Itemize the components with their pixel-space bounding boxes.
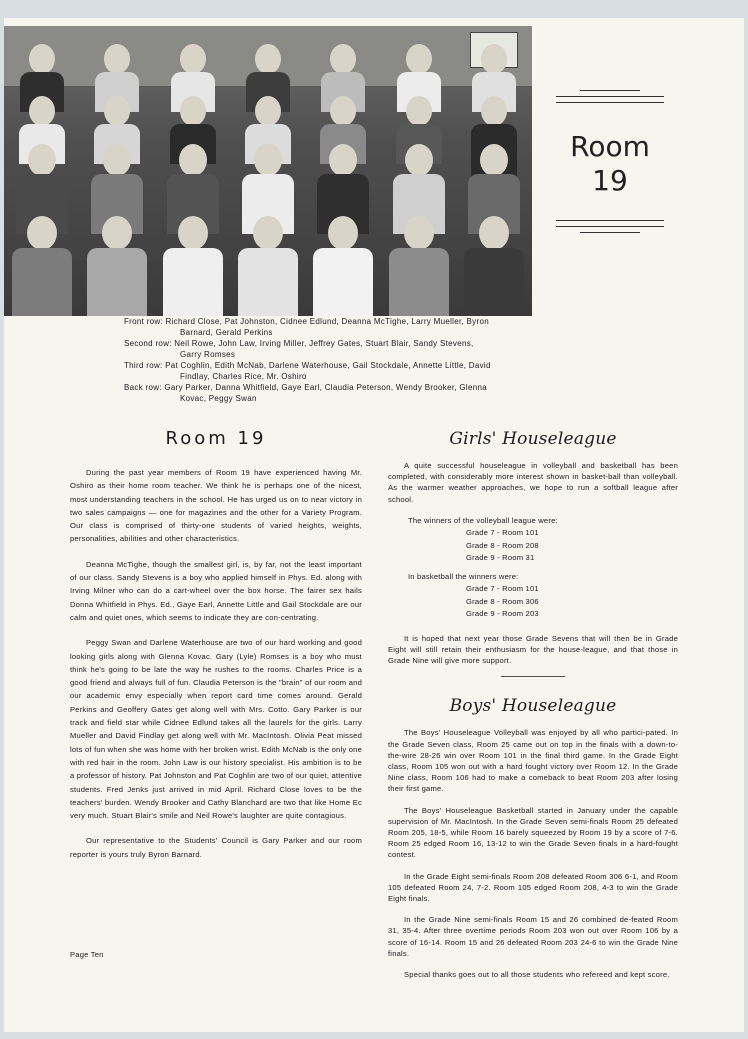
yearbook-page	[4, 18, 744, 1032]
room-title-line1: Room	[570, 130, 650, 163]
room-article-paragraph: During the past year members of Room 19 have experienced having Mr. Oshiro as their home room teacher. We think he is perhaps one of the nicest, most understanding teachers in the school. He has urged us on to near victory in two sales campaigns — one for magazines and the other for a Variety Program. Our class is comprised of thirty-one students of varied heights, weights, personalities, abilities and other characteristics.	[70, 468, 362, 544]
caption-line: Kovac, Peggy Swan	[180, 394, 257, 403]
section-divider	[501, 676, 565, 677]
boys-paragraph: The Boys' Houseleague Basketball started in January under the capable supervision of Mr. MacIntosh. In the Grade Seven semi-finals Room 25 defeated Room 205, 18-5, while Room 16 barely squeezed by Room 19 by a score of 7-6. Room 25 edged Room 16, 13-12 to win the Grade Seven finals in a hard-fought contest.	[388, 805, 678, 860]
title-rule	[556, 226, 664, 227]
room-title-box	[552, 90, 668, 240]
class-photo	[4, 26, 532, 316]
volleyball-winners	[388, 515, 678, 565]
houseleague-column	[388, 428, 678, 990]
caption-line: Third row: Pat Coghlin, Edith McNab, Darlene Waterhouse, Gail Stockdale, Annette Little, David	[124, 361, 491, 370]
title-rule	[580, 232, 640, 233]
winner-item: Grade 9 - Room 31	[466, 553, 535, 563]
boys-heading: Boys' Houseleague	[449, 696, 617, 717]
room-title	[552, 130, 668, 198]
caption-line: Garry Romses	[180, 350, 236, 359]
photo-caption	[124, 316, 544, 404]
caption-line: Findlay, Charles Rice, Mr. Oshiro	[180, 372, 307, 381]
title-rule	[556, 102, 664, 103]
page-number: Page Ten	[70, 950, 104, 959]
caption-line: Second row: Neil Rowe, John Law, Irving Miller, Jeffrey Gates, Stuart Blair, Sandy Stevens,	[124, 339, 474, 348]
basketball-winners	[388, 571, 678, 621]
girls-intro: A quite successful houseleague in volleyball and basketball has been completed, with considerably more interest shown in basket-ball than volleyball. As the warmer weather approaches, we hope to run a softball league after school.	[388, 461, 678, 504]
room-title-line2: 19	[592, 164, 628, 197]
volleyball-intro: The winners of the volleyball league were:	[408, 515, 558, 525]
basketball-intro: In basketball the winners were:	[408, 571, 519, 581]
photo-front-row	[4, 216, 532, 316]
boys-paragraph: In the Grade Eight semi-finals Room 208 defeated Room 306 6-1, and Room 105 defeated Room 24, 7-2. Room 105 edged Room 208, 4-3 to win the Grade Eight finals.	[388, 871, 678, 904]
room-article-paragraph: Peggy Swan and Darlene Waterhouse are two of our hard working and good looking girls along with Glenna Kovac. Gary (Lyle) Romses is a boy who must think he's going to be late the way he rushes to the rooms. Charles Price is a good friend and always full of fun. Claudia Peterson is the "brain" of our room and our academic envy especially when report card time comes around. Gerald Perkins and Geoffery Gates get along well with Mrs. Cotto. Gary Parker is our track and field star while Cidnee Edlund takes all the laurels for the girls. Larry Mueller and David Findlay get along well with Mr. MacIntosh. Olivia Peat missed lots of fun when she was home with her broken wrist. Edith McNab is the only one with red hair in the room. John Law is our history specialist. His ambition is to be a professor of history. Pat Johnston and Pat Coghlin are two of our quiet, attentive students. Fred Jenks just arrived in mid April. Richard Close loves to be the teachers' burden. Wendy Brooker and Cathy Blanchard are two that like Home Ec very much. Stuart Blair's smile and Neil Rowe's laughter are quite contagious.	[70, 638, 362, 821]
title-rule	[580, 90, 640, 91]
room-article-heading: Room 19	[165, 428, 267, 449]
girls-heading: Girls' Houseleague	[449, 429, 617, 449]
caption-line: Back row: Gary Parker, Danna Whitfield, Gaye Earl, Claudia Peterson, Wendy Brooker, Glenna	[124, 383, 488, 392]
title-rule	[556, 96, 664, 97]
caption-line: Barnard, Gerald Perkins	[180, 328, 273, 337]
winner-item: Grade 9 - Room 203	[466, 609, 539, 619]
room-article-paragraph: Our representative to the Students' Council is Gary Parker and our room reporter is yours truly Byron Barnard.	[70, 836, 362, 859]
girls-closing: It is hoped that next year those Grade Sevens that will then be in Grade Eight will still retain their enthusiasm for the house-league, and that those in Grade Nine will give more support.	[388, 633, 678, 666]
boys-paragraph: Special thanks goes out to all those students who refereed and kept score.	[404, 970, 670, 980]
boys-paragraph: The Boys' Houseleague Volleyball was enjoyed by all who partici-pated. In the Grade Seven class, Room 25 came out on top in the finals with a down-to-the-wire 28-26 win over Room 101 in the final third game. In the Grade Eight class, Room 105 won out with a hard fought victory over Room 12. In the Grade Nine class, Room 106 had to make a comeback to beat Room 203 after losing their first game.	[388, 728, 678, 794]
winner-item: Grade 7 - Room 101	[466, 584, 539, 594]
winner-item: Grade 7 - Room 101	[466, 528, 539, 538]
room-article	[70, 428, 362, 873]
winner-item: Grade 8 - Room 306	[466, 596, 539, 606]
room-article-paragraph: Deanna McTighe, though the smallest girl, is, by far, not the least important of our class. Sandy Stevens is a boy who applied himself in Phys. Ed. along with Irving Milner who can do a cart-wheel over the box horse. The fairer sex hails Donna Whitfield in Phys. Ed., Gaye Earl, Annette Little and Gail Stockdale are our calm and quiet ones, which seems to indicate they are con-centrating.	[70, 559, 362, 622]
title-rule	[556, 220, 664, 221]
caption-line: Front row: Richard Close, Pat Johnston, Cidnee Edlund, Deanna McTighe, Larry Mueller, Byron	[124, 317, 489, 326]
boys-paragraph: In the Grade Nine semi-finals Room 15 and 26 combined de-feated Room 31, 35-4. After three overtime periods Room 203 won out over Room 106 by a score of 16-14. Room 15 and 26 defeated Room 203 24-6 to win the Grade Nine finals.	[388, 915, 678, 958]
winner-item: Grade 8 - Room 208	[466, 540, 539, 550]
